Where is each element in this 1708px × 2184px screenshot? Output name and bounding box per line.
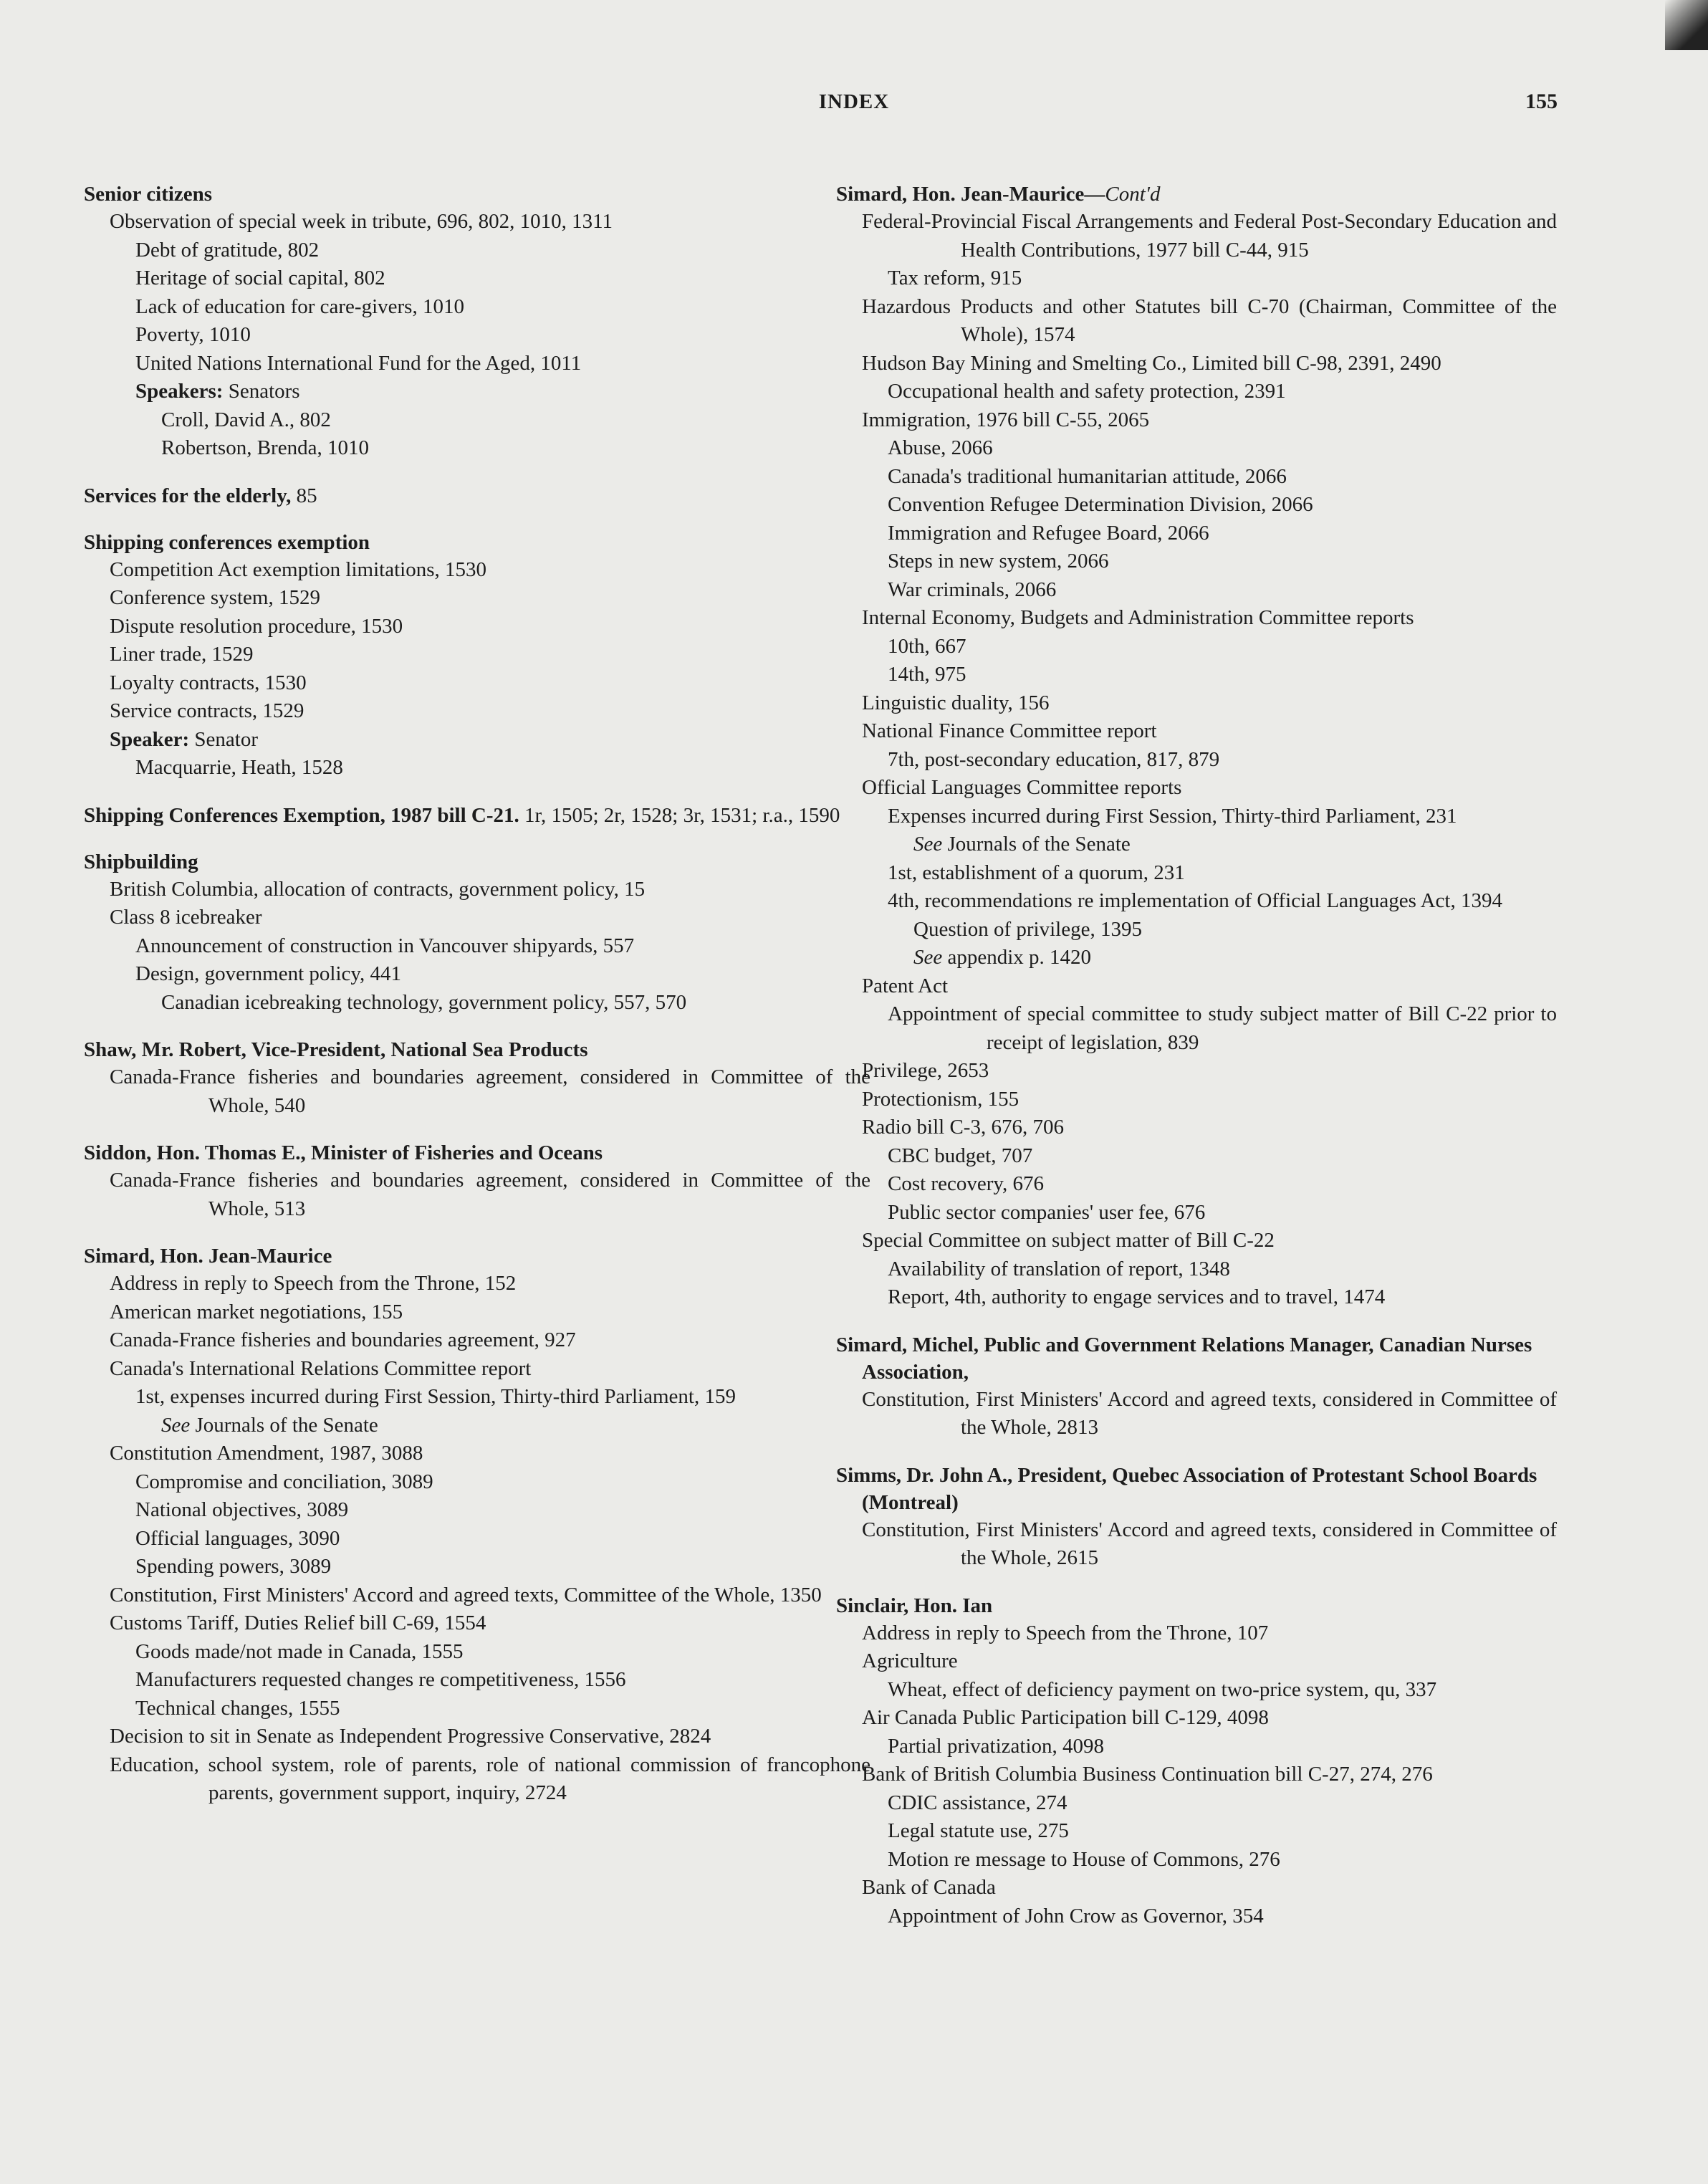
subentry-text: Hudson Bay Mining and Smelting Co., Limited bill C-98, 2391, 2490 [862, 351, 1441, 375]
subentry-text: Bank of British Columbia Business Continuation bill C-27, 274, 276 [862, 1763, 1433, 1786]
right-column [836, 181, 1557, 1950]
subentry-level-1 [84, 1167, 870, 1223]
index-entry [84, 529, 870, 782]
subentry-text: Macquarrie, Heath, 1528 [135, 756, 343, 779]
subentry-text: Tax reform, 915 [888, 267, 1022, 289]
subentry-text: Privilege, 2653 [862, 1059, 989, 1082]
subentry-text: Address in reply to Speech from the Throne, 152 [110, 1272, 517, 1295]
subentry-text: Design, government policy, 441 [135, 962, 402, 985]
subentry-level-3 [836, 830, 1557, 859]
subentry-text: Canada-France fisheries and boundaries agreement, considered in Committee of the Whole, 513 [110, 1169, 870, 1220]
subentry-text: Spending powers, 3089 [135, 1555, 332, 1578]
subentry-level-2 [84, 932, 870, 961]
subentry-text: Dispute resolution procedure, 1530 [110, 614, 403, 638]
subentry-text: National objectives, 3089 [135, 1498, 349, 1521]
subentry-text: Liner trade, 1529 [110, 643, 254, 666]
subentry-level-2 [836, 746, 1557, 775]
heading-text: Simard, Michel, Public and Government Relations Manager, Canadian Nurses Association, [836, 1333, 1532, 1384]
subentry-level-3 [836, 916, 1557, 944]
subentry-text: Canada-France fisheries and boundaries agreement, 927 [110, 1328, 576, 1351]
subentry-text: Canadian icebreaking technology, government policy, 557, 570 [161, 990, 687, 1014]
cross-reference-label: See [161, 1413, 191, 1437]
subentry-level-1 [836, 774, 1557, 803]
subentry-text: Abuse, 2066 [888, 436, 993, 459]
subentry-level-2 [836, 491, 1557, 519]
subentry-text: Official Languages Committee reports [862, 776, 1182, 799]
subentry-level-1 [84, 1440, 870, 1468]
subentry-level-1 [84, 556, 870, 585]
subentry-level-2 [836, 1255, 1557, 1284]
entry-heading [84, 848, 870, 876]
subentry-level-2 [836, 576, 1557, 605]
entry-heading [84, 181, 870, 208]
subentry-level-1 [836, 208, 1557, 264]
subentry-level-1 [84, 613, 870, 641]
entry-heading [836, 1331, 1557, 1386]
subentry-level-1 [84, 1723, 870, 1751]
subentry-level-1 [836, 1227, 1557, 1255]
subentry-text: Lack of education for care-givers, 1010 [135, 294, 464, 318]
subentry-text: Steps in new system, 2066 [888, 550, 1109, 573]
subentry-level-2 [836, 1817, 1557, 1846]
index-entry [836, 1592, 1557, 1931]
subentry-text: Goods made/not made in Canada, 1555 [135, 1639, 464, 1663]
subentry-text: Protectionism, 155 [862, 1087, 1019, 1111]
subentry-text: Heritage of social capital, 802 [135, 267, 385, 289]
index-entry [84, 482, 870, 509]
subentry-text: National Finance Committee report [862, 719, 1157, 742]
subentry-text: Availability of translation of report, 1348 [888, 1257, 1230, 1280]
subentry-level-2 [84, 321, 870, 350]
subentry-level-1 [84, 876, 870, 904]
subentry-text: Air Canada Public Participation bill C-129, 4098 [862, 1706, 1269, 1729]
subentry-text: CDIC assistance, 274 [888, 1791, 1068, 1814]
subentry-level-2 [84, 1695, 870, 1723]
subentry-text: Manufacturers requested changes re competitiveness, 1556 [135, 1668, 626, 1691]
subentry-level-2 [84, 1666, 870, 1695]
heading-text: Simard, Hon. Jean-Maurice [84, 1245, 332, 1268]
subentry-level-1 [836, 1619, 1557, 1648]
subentry-level-2 [836, 1199, 1557, 1227]
heading-text: Simard, Hon. Jean-Maurice— [836, 183, 1105, 206]
entry-heading [84, 1139, 870, 1167]
subentry-level-1 [84, 208, 870, 236]
cross-reference-label: See [913, 946, 943, 969]
subentry-text: Cost recovery, 676 [888, 1172, 1044, 1195]
heading-text: Simms, Dr. John A., President, Quebec Association of Protestant School Boards (Montreal) [836, 1463, 1537, 1514]
entry-heading [836, 1462, 1557, 1516]
subentry-text: Class 8 icebreaker [110, 906, 262, 929]
subentry-text: Customs Tariff, Duties Relief bill C-69, 1554 [110, 1611, 486, 1634]
subentry-level-3 [84, 989, 870, 1017]
subentry-level-1 [84, 1751, 870, 1808]
index-entry [836, 181, 1557, 1312]
subentry-level-2 [84, 1496, 870, 1525]
subentry-text: 4th, recommendations re implementation of Official Languages Act, 1394 [888, 889, 1502, 912]
subentry-level-1 [84, 1063, 870, 1120]
subentry-text: Agriculture [862, 1649, 958, 1672]
subentry-level-1 [836, 1386, 1557, 1442]
subentry-text: Legal statute use, 275 [888, 1819, 1069, 1842]
page-title: INDEX [818, 90, 890, 113]
subentry-text: Expenses incurred during First Session, Thirty-third Parliament, 231 [888, 804, 1457, 828]
scan-edge-shadow [1665, 0, 1708, 50]
subentry-text: Journals of the Senate [190, 1413, 378, 1437]
heading-text: Sinclair, Hon. Ian [836, 1594, 993, 1617]
subentry-level-2 [836, 1846, 1557, 1874]
subentry-level-1 [836, 604, 1557, 633]
subentry-level-1 [836, 1647, 1557, 1676]
subentry-level-2 [84, 754, 870, 782]
heading-text: Services for the elderly, [84, 484, 292, 507]
subentry-text: Special Committee on subject matter of Bill C-22 [862, 1229, 1275, 1252]
subentry-level-2 [836, 463, 1557, 492]
index-entry [84, 181, 870, 463]
subentry-text: Official languages, 3090 [135, 1526, 340, 1550]
subentry-text: Senator [189, 727, 259, 751]
subentry-level-1 [836, 350, 1557, 378]
subentry-text: Appointment of special committee to study subject matter of Bill C-22 prior to receipt of legislation, 839 [888, 1002, 1557, 1054]
subentry-text: appendix p. 1420 [942, 946, 1092, 969]
subentry-level-1 [84, 641, 870, 669]
subentry-level-2 [836, 547, 1557, 576]
subentry-text: Competition Act exemption limitations, 1530 [110, 557, 486, 581]
subentry-text: Announcement of construction in Vancouver shipyards, 557 [135, 934, 635, 957]
subentry-text: Patent Act [862, 974, 949, 997]
subentry-text: 1st, establishment of a quorum, 231 [888, 861, 1185, 884]
subentry-text: Radio bill C-3, 676, 706 [862, 1116, 1064, 1139]
subentry-text: American market negotiations, 155 [110, 1300, 403, 1323]
subentry-level-2 [836, 661, 1557, 689]
subentry-text: 10th, 667 [888, 634, 966, 658]
subentry-text: 14th, 975 [888, 663, 966, 686]
heading-text: Shipping Conferences Exemption, 1987 bill C-21. [84, 803, 519, 827]
index-entry [836, 1462, 1557, 1573]
entry-heading [84, 1036, 870, 1063]
subentry-level-2 [836, 264, 1557, 293]
subentry-level-1 [84, 584, 870, 613]
index-entry [84, 1242, 870, 1808]
subentry-level-1 [84, 1270, 870, 1298]
subentry-level-2 [84, 1553, 870, 1581]
subentry-level-2 [836, 1283, 1557, 1312]
subentry-level-1 [836, 1761, 1557, 1789]
entry-heading [836, 181, 1557, 208]
subentry-level-2 [84, 378, 870, 406]
subentry-level-1 [836, 717, 1557, 746]
subentry-text: Constitution, First Ministers' Accord and agreed texts, considered in Committee of the Whole, 2615 [862, 1518, 1557, 1569]
index-entry [84, 802, 870, 829]
subentry-level-1 [836, 689, 1557, 718]
subentry-label: Speakers: [135, 380, 224, 403]
subentry-level-1 [84, 1581, 870, 1610]
subentry-text: Technical changes, 1555 [135, 1696, 340, 1720]
subentry-level-1 [84, 1609, 870, 1638]
subentry-text: Motion re message to House of Commons, 276 [888, 1847, 1280, 1871]
subentry-text: Federal-Provincial Fiscal Arrangements and Federal Post-Secondary Education and Health Contributions, 1977 bill C-44, 915 [862, 210, 1557, 262]
subentry-text: Decision to sit in Senate as Independent Progressive Conservative, 2824 [110, 1725, 711, 1748]
index-entry [84, 1036, 870, 1120]
subentry-text: Conference system, 1529 [110, 586, 320, 609]
subentry-text: Hazardous Products and other Statutes bill C-70 (Chairman, Committee of the Whole), 1574 [862, 294, 1557, 346]
subentry-text: Address in reply to Speech from the Throne, 107 [862, 1621, 1269, 1644]
subentry-level-2 [836, 378, 1557, 406]
subentry-text: Debt of gratitude, 802 [135, 238, 320, 262]
subentry-text: Canada-France fisheries and boundaries agreement, considered in Committee of the Whole, 540 [110, 1065, 870, 1117]
running-head [0, 87, 1708, 116]
subentry-text: Appointment of John Crow as Governor, 354 [888, 1904, 1264, 1927]
subentry-text: Convention Refugee Determination Division, 2066 [888, 493, 1313, 516]
heading-text: Shipping conferences exemption [84, 530, 370, 554]
subentry-level-1 [836, 406, 1557, 435]
subentry-text: Croll, David A., 802 [161, 408, 331, 431]
subentry-text: Partial privatization, 4098 [888, 1734, 1105, 1758]
subentry-level-3 [836, 944, 1557, 972]
entry-heading [84, 529, 870, 556]
subentry-level-2 [84, 960, 870, 989]
subentry-level-1 [836, 1086, 1557, 1114]
entry-heading [84, 482, 870, 509]
subentry-text: Public sector companies' user fee, 676 [888, 1200, 1206, 1224]
subentry-level-1 [84, 726, 870, 755]
subentry-level-2 [836, 519, 1557, 548]
heading-pages: 85 [291, 484, 317, 507]
subentry-text: Bank of Canada [862, 1876, 996, 1899]
subentry-level-2 [84, 1468, 870, 1497]
subentry-text: Immigration, 1976 bill C-55, 2065 [862, 408, 1150, 431]
subentry-text: War criminals, 2066 [888, 578, 1057, 601]
subentry-level-2 [836, 434, 1557, 463]
heading-text: Shaw, Mr. Robert, Vice-President, National Sea Products [84, 1038, 588, 1061]
subentry-text: Robertson, Brenda, 1010 [161, 436, 369, 459]
subentry-level-2 [836, 633, 1557, 661]
subentry-text: Report, 4th, authority to engage services and to travel, 1474 [888, 1285, 1386, 1308]
subentry-text: Internal Economy, Budgets and Administration Committee reports [862, 606, 1414, 629]
subentry-level-1 [836, 293, 1557, 350]
subentry-text: Education, school system, role of parents, role of national commission of francophone parents, government support, inquiry, 2724 [110, 1753, 870, 1804]
entry-heading [84, 802, 870, 829]
subentry-level-2 [84, 350, 870, 378]
subentry-level-2 [84, 236, 870, 265]
subentry-level-1 [84, 669, 870, 698]
subentry-text: Immigration and Refugee Board, 2066 [888, 521, 1209, 545]
subentry-level-2 [836, 859, 1557, 888]
subentry-level-2 [836, 1789, 1557, 1818]
heading-text: Senior citizens [84, 183, 213, 206]
subentry-text: Service contracts, 1529 [110, 699, 304, 722]
index-entry [84, 848, 870, 1017]
page-number: 155 [1525, 90, 1558, 113]
subentry-text: Linguistic duality, 156 [862, 691, 1050, 714]
subentry-level-2 [836, 887, 1557, 916]
subentry-text: 1st, expenses incurred during First Session, Thirty-third Parliament, 159 [135, 1385, 736, 1408]
subentry-level-2 [836, 1170, 1557, 1199]
subentry-level-2 [836, 1142, 1557, 1171]
heading-pages: 1r, 1505; 2r, 1528; 3r, 1531; r.a., 1590 [519, 803, 840, 827]
subentry-level-3 [84, 434, 870, 463]
subentry-level-3 [84, 406, 870, 435]
subentry-level-2 [836, 1000, 1557, 1057]
subentry-text: Occupational health and safety protection, 2391 [888, 380, 1286, 403]
subentry-text: CBC budget, 707 [888, 1144, 1033, 1167]
subentry-text: Journals of the Senate [942, 833, 1131, 856]
subentry-text: Canada's traditional humanitarian attitude, 2066 [888, 464, 1287, 488]
subentry-level-2 [84, 1525, 870, 1553]
heading-text: Siddon, Hon. Thomas E., Minister of Fisheries and Oceans [84, 1141, 603, 1164]
subentry-text: Observation of special week in tribute, 696, 802, 1010, 1311 [110, 210, 613, 233]
subentry-text: United Nations International Fund for the Aged, 1011 [135, 351, 582, 375]
subentry-level-2 [836, 1902, 1557, 1931]
subentry-level-1 [84, 697, 870, 726]
subentry-text: Senators [223, 380, 300, 403]
subentry-level-2 [836, 1733, 1557, 1761]
subentry-level-2 [836, 1676, 1557, 1705]
subentry-text: Wheat, effect of deficiency payment on two-price system, qu, 337 [888, 1677, 1437, 1701]
subentry-level-1 [84, 1326, 870, 1355]
subentry-text: Question of privilege, 1395 [913, 917, 1142, 941]
entry-heading [836, 1592, 1557, 1619]
index-entry [836, 1331, 1557, 1442]
subentry-label: Speaker: [110, 727, 190, 751]
subentry-level-1 [836, 1704, 1557, 1733]
heading-italic: Cont'd [1105, 183, 1161, 206]
subentry-text: Canada's International Relations Committee report [110, 1356, 532, 1380]
subentry-level-2 [84, 264, 870, 293]
index-entry [84, 1139, 870, 1223]
heading-text: Shipbuilding [84, 850, 198, 873]
subentry-level-1 [836, 1874, 1557, 1902]
subentry-level-2 [84, 1383, 870, 1412]
subentry-text: Loyalty contracts, 1530 [110, 671, 307, 694]
subentry-level-1 [836, 1113, 1557, 1142]
left-column [84, 181, 870, 1827]
subentry-level-3 [84, 1412, 870, 1440]
subentry-text: 7th, post-secondary education, 817, 879 [888, 747, 1220, 771]
cross-reference-label: See [913, 833, 943, 856]
subentry-level-1 [84, 1298, 870, 1327]
subentry-text: British Columbia, allocation of contracts, government policy, 15 [110, 877, 646, 901]
subentry-level-1 [836, 1057, 1557, 1086]
subentry-text: Poverty, 1010 [135, 323, 251, 346]
subentry-level-1 [84, 904, 870, 932]
subentry-level-1 [84, 1355, 870, 1384]
entry-heading [84, 1242, 870, 1270]
subentry-level-1 [836, 1516, 1557, 1573]
subentry-level-2 [84, 293, 870, 322]
subentry-text: Constitution Amendment, 1987, 3088 [110, 1442, 423, 1465]
subentry-text: Constitution, First Ministers' Accord and agreed texts, Committee of the Whole, 1350 [110, 1583, 822, 1606]
subentry-level-2 [84, 1638, 870, 1667]
subentry-level-1 [836, 972, 1557, 1001]
subentry-text: Constitution, First Ministers' Accord and agreed texts, considered in Committee of the Whole, 2813 [862, 1387, 1557, 1439]
subentry-text: Compromise and conciliation, 3089 [135, 1470, 433, 1493]
subentry-level-2 [836, 803, 1557, 831]
